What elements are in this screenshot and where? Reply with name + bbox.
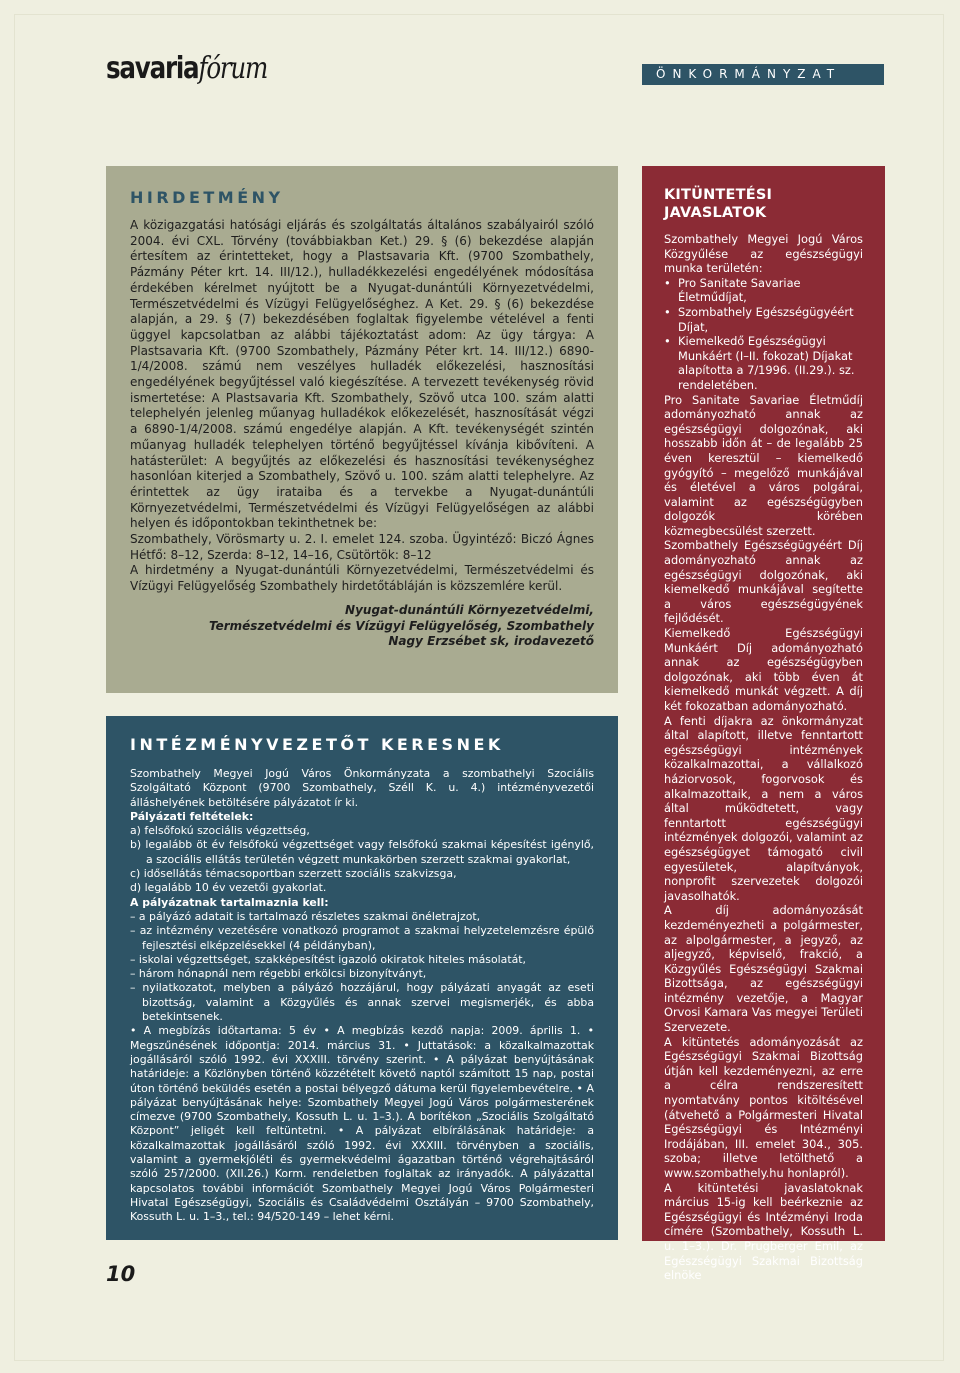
- condition-item: d) legalább 10 év vezetői gyakorlat.: [130, 881, 327, 895]
- condition-item: b) legalább öt év felsőfokú végzettséget vagy felsőfokú szakmai képesítést igénylő, a szociális ellátás területén végzett munkakörben szerzett szakmai gyakorlat,: [130, 838, 594, 866]
- signature-line-2: Természetvédelmi és Vízügyi Felügyelőség, Szombathely: [208, 618, 594, 633]
- award-item: • Pro Sanitate Savariae Életműdíjat,: [664, 275, 801, 305]
- hirdetmeny-body: A közigazgatási hatósági eljárás és szolgáltatás általános szabályairól szóló 2004. évi CXL. Törvény (továbbiakban Ket.) 29. § (6) bekezdése alapján értesítem az érintetteket, hogy a Plastsavaria Kft. (9700 Szombathely, Pázmány Péter krt. 14. III/12.), hulladékkezelési engedélyének módosítása érdekében kérelmet nyújtott be a Nyugat-dunántúli Környezetvédelmi, Természetvédelmi és Vízügyi Felügyelőséghez. A Ket. 29. § (6) bekezdése alapján, a 29. § (7) bekezdésében foglaltak figyelembe vételével a fenti üggyel kapcsolatban az alábbi tájékoztatást adom: Az ügy tárgya: A Plastsavaria Kft. (9700 Szombathely, Pázmány Péter krt. 14. III/12.) 6890-1/4/2008. számú nem veszélyes hulladék előkezelési, hasznosítási engedélyének begyűjtéssel való kiegészítése. A tervezett tevékenység rövid ismertetése: A Plastsavaria Kft. Szombathely, Szövő utca 100. szám alatti telephelyén jelenleg műanyag hulladékok előkezelését, hasznosítását végzi a 6890-1/4/2008. számú engedélye alapján. A Kft. tevékenységét szintén műanyag hulladék telephelyen történő begyűjtéssel kívánja kibővíteni. A hatásterület: A begyűjtés az előkezelési és hasznosítási tevékenységhez hasonlóan kiterjed a Szombathely, Szövő u. 100. szám alatti telephelyre. Az érintettek az ügy irataiba és a tervekbe a Nyugat-dunántúli Környezetvédelmi, Természetvédelmi és Vízügyi Felügyelőségen az alábbi helyen és időpontokban tekinthetnek be:: [130, 218, 594, 531]
- savariaforum-logo: [106, 51, 268, 86]
- hirdetmeny-title: HIRDETMÉNY: [130, 188, 284, 207]
- intezmeny-details: • A megbízás időtartama: 5 év • A megbízás kezdő napja: 2009. április 1. • Megszűnésének időpontja: 2014. március 31. • Juttatások: a közalkalmazottak jogállásáról szóló 1992. évi XXXIII. törvény szerint. • A pályázat benyújtásának határideje: a Közlönyben történő közzétételt követő naptól számított 15 nap, postai úton történő beküldés esetén a postai bélyegző dátuma kerül figyelembevételre. • A pályázat benyújtásának helye: Szombathely Megyei Jogú Város polgármesterének címezve (9700 Szombathely, Kossuth L. u. 1–3.). A borítékon „Szociális Szolgáltató Központ” jeligét kell feltüntetni. • A pályázat elbírálásának határideje: a közalkalmazottak jogállásáról szóló 1992. évi XXXIII. törvényben a szociális, valamint a gyermekjóléti és gyermekvédelmi ágazatban történő végrehajtásáról szóló 257/2000. (XII.26.) Korm. rendeletben foglaltak az irányadók. A pályázattal kapcsolatos további információt Szombathely Megyei Jogú Város Polgármesteri Hivatal Egészségügyi, Szociális és Családvédelmi Osztályán – 9700 Szombathely, Kossuth L. u. 1–3., tel.: 94/520-149 – lehet kérni.: [130, 1024, 594, 1224]
- kituntetes-paragraph: A kitüntetési javaslatoknak március 15-ig kell beérkeznie az Egészségügyi és Intézményi Iroda címére (Szombathely, Kossuth L. u. 1–3.). Dr. Prugberger Emil, az Egészségügyi Szakmai Bizottság elnöke: [664, 1180, 863, 1283]
- conditions-heading: Pályázati feltételek:: [130, 809, 254, 823]
- kituntetes-paragraph: A díj adományozását kezdeményezheti a polgármester, az alpolgármester, a jegyző, az aljegyző, képviselő, frakció, a Közgyűlés Egészségügyi Szakmai Bizottsága, az egészségügyi intézmény vezetője, a Magyar Orvosi Kamara Vas megyei Területi Szervezete.: [664, 903, 863, 1035]
- hirdetmeny-box: [106, 166, 618, 693]
- content-item: – az intézmény vezetésére vonatkozó programot a szakmai helyzetelemzésre épülő fejlesztési elképzelésekkel (4 példányban),: [130, 924, 594, 952]
- content-item: – három hónapnál nem régebbi erkölcsi bizonyítványt,: [130, 967, 427, 981]
- hirdetmeny-address: Szombathely, Vörösmarty u. 2. I. emelet 124. szoba. Ügyintéző: Biczó Ágnes Hétfő: 8–12, Szerda: 8–12, 14–16, Csütörtök: 8–12: [130, 532, 594, 562]
- intezmeny-intro: Szombathely Megyei Jogú Város Önkormányzata a szombathelyi Szociális Szolgáltató Központ (9700 Szombathely, Széll K. u. 4.) intézményvezetői álláshelyének betöltésére pályázatot ír ki.: [130, 767, 594, 809]
- content-item: – a pályázó adatait is tartalmazó részletes szakmai önéletrajzot,: [130, 909, 481, 923]
- kituntetes-intro: Szombathely Megyei Jogú Város Közgyűlése az egészségügyi munka területén:: [664, 232, 863, 276]
- kituntetesi-box: [642, 166, 885, 1283]
- page-number: 10: [106, 1262, 136, 1286]
- logo-forum: fórum: [198, 51, 268, 86]
- conditions-list: [130, 824, 594, 895]
- kituntetes-paragraph: Pro Sanitate Savariae Életműdíj adományozható annak az egészségügyi dolgozónak, aki hosszabb időn át – de legalább 25 éven keresztül – kiemelkedő gyógyító – megelőző munkájával és életével a város polgárai, valamint az egészségügyben dolgozók körében közmegbecsülést szerzett.: [664, 392, 863, 538]
- logo-savaria: savaria: [106, 51, 199, 86]
- award-item: • Szombathely Egészségügyéért Díjat,: [664, 304, 854, 334]
- content-item: – nyilatkozatot, melyben a pályázó hozzájárul, hogy pályázati anyagát az eseti bizottság, valamint a Közgyűlés és annak szervei megismerjék, és abba betekintsenek.: [130, 981, 594, 1024]
- content-item: – iskolai végzettséget, szakképesítést igazoló okiratok hiteles másolatát,: [130, 952, 526, 966]
- hirdetmeny-closing: A hirdetmény a Nyugat-dunántúli Környezetvédelmi, Természetvédelmi és Vízügyi Felügyelőség Szombathely hirdetőtábláján is közszemlére kerül.: [130, 563, 594, 594]
- award-item: • Kiemelkedő Egészségügyi Munkáért (I–II. fokozat) Díjakat alapította a 7/1996. (II.29.). sz. rendeletében.: [664, 334, 855, 392]
- condition-item: a) felsőfokú szociális végzettség,: [130, 824, 310, 838]
- hirdetmeny-signature: [130, 603, 594, 650]
- signature-line-1: Nyugat-dunántúli Környezetvédelmi,: [345, 602, 594, 617]
- intezmenyvezeto-box: [106, 716, 618, 1240]
- contents-heading: A pályázatnak tartalmaznia kell:: [130, 895, 329, 909]
- signature-line-3: Nagy Erzsébet sk, irodavezető: [388, 634, 594, 649]
- kituntetes-paragraph: Szombathely Egészségügyéért Díj adományozható annak az egészségügyi dolgozónak, aki kiemelkedő munkájával segítette a város egészségügyének fejlődését.: [664, 538, 863, 626]
- kituntetes-title: KITÜNTETÉSI JAVASLATOK: [664, 187, 773, 221]
- kituntetes-paragraph: Kiemelkedő Egészségügyi Munkáért Díj adományozható annak az egészségügyben dolgozónak, aki több éven át kiemelkedő munkát végzett. A díj két fokozatban adományozható.: [664, 626, 863, 713]
- awards-list: [664, 276, 863, 393]
- section-label: ÖNKORMÁNYZAT: [642, 64, 884, 85]
- kituntetes-paragraph: A kitüntetés adományozását az Egészségügyi Szakmai Bizottság útján kell kezdeményezni, az erre a célra rendszeresített nyomtatvány pontos kitöltésével (átvehető a Polgármesteri Hivatal Egészségügyi és Intézményi Irodájában, III. emelet 304., 305. szoba; illetve letölthető a www.szombathely.hu honlapról).: [664, 1034, 863, 1180]
- condition-item: c) idősellátás témacsoportban szerzett szociális szakvizsga,: [130, 867, 457, 881]
- intezmeny-title: INTÉZMÉNYVEZETŐT KERESNEK: [130, 735, 504, 754]
- kituntetes-paragraph: A fenti díjakra az önkormányzat által alapított, illetve fenntartott egészségügyi intézmények közalkalmazottai, a vállalkozó háziorvosok, fogorvosok és alkalmazottaik, a nem a város által működtetett, vagy fenntartott egészségügyi intézmények dolgozói, valamint az egészségügyet támogató civil egyesületek, alapítványok, nonprofit szervezetek dolgozói javasolhatók.: [664, 713, 863, 903]
- contents-list: [130, 910, 594, 1024]
